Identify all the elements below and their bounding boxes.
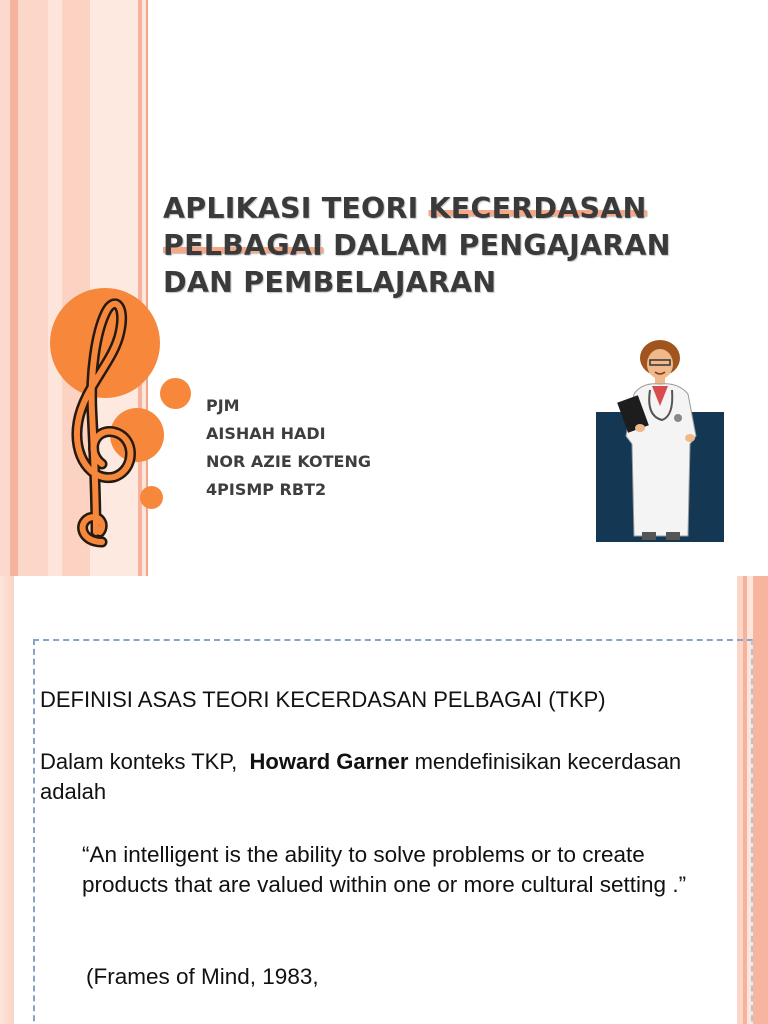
- definition-quote: “An intelligent is the ability to solve problems or to create products that are valued within one or more cultural setting .”: [82, 842, 687, 897]
- left-stripe-decoration: [18, 0, 48, 576]
- title-highlight: PELBAGAI: [163, 229, 323, 262]
- slide-title: [163, 190, 723, 301]
- presenter-list: [206, 392, 371, 504]
- definition-slide: [0, 576, 768, 1024]
- left-stripe-decoration: [0, 0, 10, 576]
- presenter-line: 4PISMP RBT2: [206, 480, 327, 499]
- presenter-line: AISHAH HADI: [206, 424, 326, 443]
- author-name: Howard Garner: [249, 749, 409, 774]
- left-edge-decoration: [0, 576, 14, 1024]
- title-highlight: KECERDASAN: [428, 192, 647, 225]
- decorative-circle: [160, 378, 191, 409]
- title-part: DALAM PENGAJARAN DAN PEMBELAJARAN: [163, 229, 671, 299]
- decorative-circle: [140, 486, 163, 509]
- definition-heading: DEFINISI ASAS TEORI KECERDASAN PELBAGAI (TKP): [40, 687, 606, 712]
- citation: (Frames of Mind, 1983,: [86, 964, 319, 989]
- treble-clef-icon: [62, 292, 142, 552]
- body-text: Dalam konteks TKP,: [40, 749, 250, 774]
- presenter-line: NOR AZIE KOTENG: [206, 452, 371, 471]
- doctor-clipart-icon: [612, 336, 712, 546]
- title-part: APLIKASI TEORI: [163, 192, 429, 225]
- right-stripe-decoration: [753, 576, 768, 1024]
- definition-body: [40, 747, 700, 807]
- left-stripe-decoration: [48, 0, 62, 576]
- left-stripe-decoration: [10, 0, 18, 576]
- presenter-line: PJM: [206, 396, 240, 415]
- body-text: mendefinisikan kecerdasan adalah: [40, 749, 682, 804]
